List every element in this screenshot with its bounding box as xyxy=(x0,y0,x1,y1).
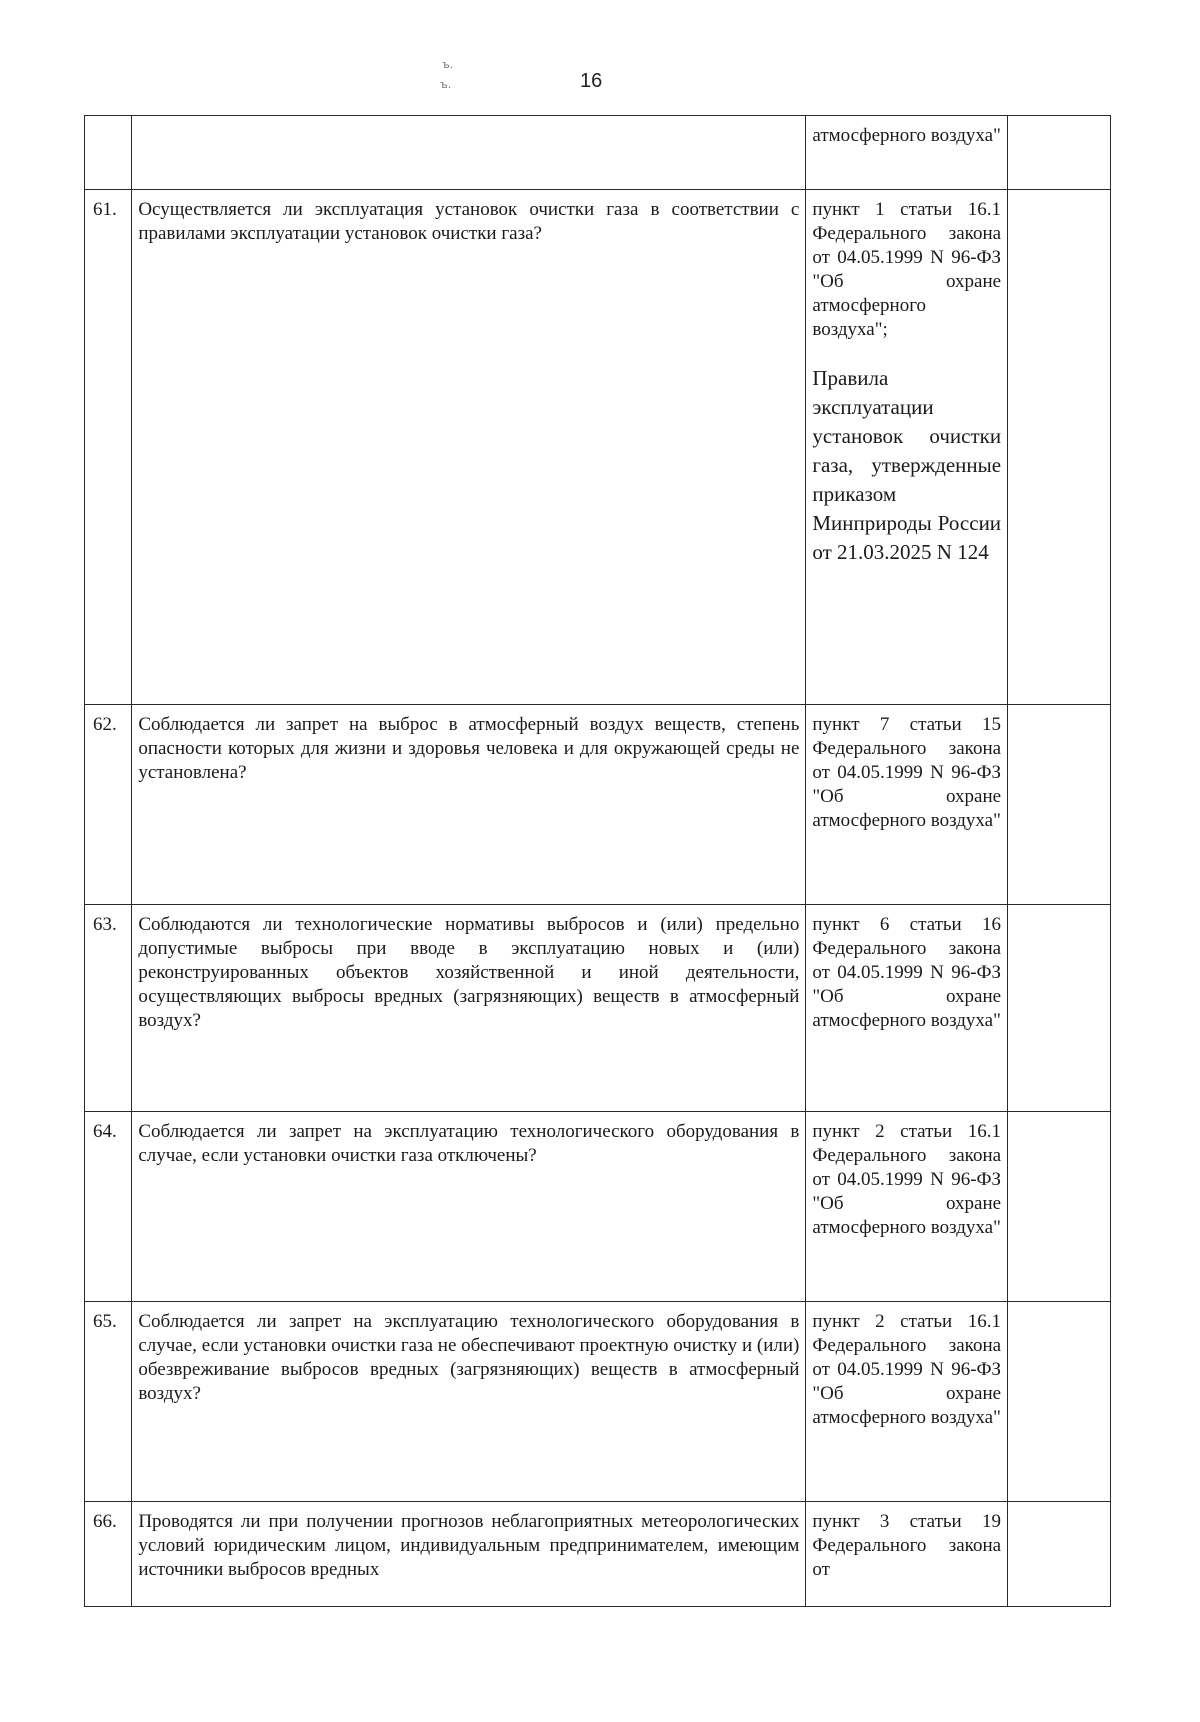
legal-reference-text: Правила эксплуатации установок очистки газа, утвержденные приказом Минприроды России от 21.03.2025 N 124 xyxy=(812,366,1002,564)
row-number: 64. xyxy=(85,1112,132,1302)
table-row xyxy=(85,705,1111,905)
answer-cell xyxy=(1008,905,1111,1112)
legal-reference-text: пункт 6 статьи 16 Федерального закона от 04.05.1999 N 96-ФЗ "Об охране атмосферного воздуха" xyxy=(812,914,1002,1031)
scan-speck: ъ. xyxy=(442,58,454,71)
table-row xyxy=(85,116,1111,190)
question-text: Соблюдается ли запрет на эксплуатацию технологического оборудования в случае, если установки очистки газа отключены? xyxy=(132,1112,806,1302)
legal-reference xyxy=(806,1302,1008,1502)
question-text: Соблюдается ли запрет на выброс в атмосферный воздух веществ, степень опасности которых для жизни и здоровья человека и для окружающей среды не установлена? xyxy=(132,705,806,905)
answer-cell xyxy=(1008,116,1111,190)
table-row xyxy=(85,1302,1111,1502)
row-number: 63. xyxy=(85,905,132,1112)
row-number: 65. xyxy=(85,1302,132,1502)
row-number xyxy=(85,116,132,190)
answer-cell xyxy=(1008,190,1111,705)
page-number: 16 xyxy=(580,70,603,92)
answer-cell xyxy=(1008,1302,1111,1502)
legal-reference xyxy=(806,1112,1008,1302)
question-text: Соблюдается ли запрет на эксплуатацию технологического оборудования в случае, если установки очистки газа не обеспечивают проектную очистку и (или) обезвреживание выбросов вредных (загрязняющих) веществ в атмосферный воздух? xyxy=(132,1302,806,1502)
table-row xyxy=(85,190,1111,705)
legal-reference xyxy=(806,190,1008,705)
row-number: 61. xyxy=(85,190,132,705)
legal-reference-text: пункт 2 статьи 16.1 Федерального закона от 04.05.1999 N 96-ФЗ "Об охране атмосферного воздуха" xyxy=(812,1311,1002,1428)
row-number: 66. xyxy=(85,1502,132,1607)
table-row xyxy=(85,1502,1111,1607)
table-row xyxy=(85,1112,1111,1302)
scan-speck: ъ. xyxy=(440,78,452,91)
answer-cell xyxy=(1008,1112,1111,1302)
legal-reference-text: атмосферного воздуха" xyxy=(812,125,1001,146)
legal-reference xyxy=(806,905,1008,1112)
legal-reference xyxy=(806,116,1008,190)
table-row xyxy=(85,905,1111,1112)
answer-cell xyxy=(1008,1502,1111,1607)
legal-reference-text: пункт 3 статьи 19 Федерального закона от xyxy=(812,1511,1002,1580)
legal-reference-text: пункт 2 статьи 16.1 Федерального закона от 04.05.1999 N 96-ФЗ "Об охране атмосферного воздуха" xyxy=(812,1121,1002,1238)
answer-cell xyxy=(1008,705,1111,905)
question-text: Проводятся ли при получении прогнозов неблагоприятных метеорологических условий юридическим лицом, индивидуальным предпринимателем, имеющим источники выбросов вредных xyxy=(132,1502,806,1607)
question-text: Соблюдаются ли технологические нормативы выбросов и (или) предельно допустимые выбросы при вводе в эксплуатацию новых и (или) реконструированных объектов хозяйственной и иной деятельности, осуществляющих выбросы вредных (загрязняющих) веществ в атмосферный воздух? xyxy=(132,905,806,1112)
legal-reference-text: пункт 7 статьи 15 Федерального закона от 04.05.1999 N 96-ФЗ "Об охране атмосферного воздуха" xyxy=(812,714,1002,831)
question-text xyxy=(132,116,806,190)
legal-reference-text: пункт 1 статьи 16.1 Федерального закона от 04.05.1999 N 96-ФЗ "Об охране атмосферного воздуха"; xyxy=(812,199,1002,340)
row-number: 62. xyxy=(85,705,132,905)
legal-reference xyxy=(806,1502,1008,1607)
checklist-table xyxy=(84,115,1111,1607)
question-text: Осуществляется ли эксплуатация установок очистки газа в соответствии с правилами эксплуатации установок очистки газа? xyxy=(132,190,806,705)
legal-reference xyxy=(806,705,1008,905)
